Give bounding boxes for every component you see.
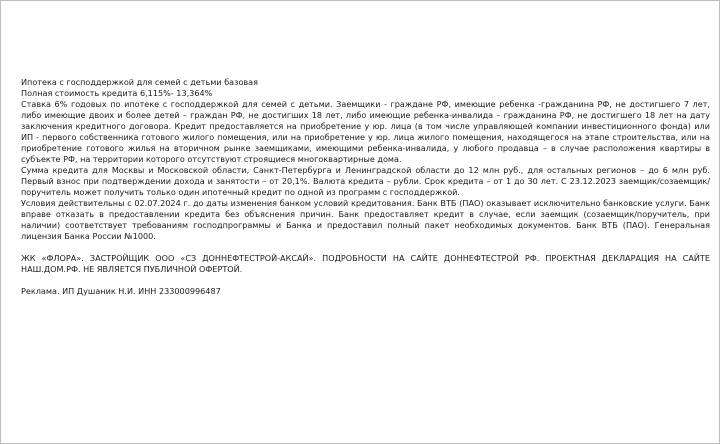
amount-paragraph: Сумма кредита для Москвы и Московской области, Санкт-Петербурга и Ленинградской области до 12 млн руб., для остальных регионов – до 6 млн руб. Первый взнос при подтверждении дохода и занятости – от 20,1%. Валюта кредита – рубли. Срок кредита – от 1 до 30 лет. С 23.12.2023 заемщик/созаемщик/поручитель может получить только один ипотечный кредит по одной из программ с господдержкой. bbox=[21, 165, 710, 197]
developer-notice: ЖК «ФЛОРА». ЗАСТРОЙЩИК ООО «СЗ ДОННЕФТЕСТРОЙ-АКСАЙ». ПОДРОБНОСТИ НА САЙТЕ ДОННЕФТЕСТРОЙ РФ. ПРОЕКТНАЯ ДЕКЛАРАЦИЯ НА САЙТЕ НАШ.ДОМ.РФ. НЕ ЯВЛЯЕТСЯ ПУБЛИЧНОЙ ОФЕРТОЙ. bbox=[21, 253, 710, 274]
advertisement-label: Реклама. ИП Душаник Н.И. ИНН 233000996487 bbox=[21, 286, 221, 296]
document-title: Ипотека с господдержкой для семей с детьми базовая bbox=[21, 77, 258, 87]
full-credit-cost: Полная стоимость кредита 6,115%- 13,364% bbox=[21, 88, 213, 98]
conditions-paragraph: Условия действительны с 02.07.2024 г. до даты изменения банком условий кредитования. Банк ВТБ (ПАО) оказывает исключительно банковские услуги. Банк вправе отказать в предоставлении кредита без объяснения причин. Банк предоставляет кредит в случае, если заемщик (созаемщик/поручитель, при наличии) соответствует требованиям господпрограммы и Банка и предоставил полный пакет необходимых документов. Банк ВТБ (ПАО). Генеральная лицензия Банка России №1000. bbox=[21, 198, 710, 241]
document-body bbox=[21, 77, 710, 297]
spacer bbox=[21, 242, 710, 253]
rate-paragraph: Ставка 6% годовых по ипотеке с господдержкой для семей с детьми. Заемщики - граждане РФ, имеющие ребенка -гражданина РФ, не достигшего 7 лет, либо имеющие двоих и более детей – граждан РФ, не достигших 18 лет, либо имеющие ребенка-инвалида – гражданина РФ, не достигшего 18 лет на дату заключения кредитного договора. Кредит предоставляется на приобретение у юр. лица (в том числе управляющей компании инвестиционного фонда) или ИП - первого собственника готового жилого помещения, или на приобретение у юр. лица жилого помещения, находящегося на этапе строительства, или на приобретение готового жилья на вторичном рынке заемщиками, имеющими ребенка-инвалида, у любого продавца – в случае расположения квартиры в субъекте РФ, на территории которого отсутствуют строящиеся многоквартирные дома. bbox=[21, 99, 710, 164]
spacer bbox=[21, 275, 710, 286]
